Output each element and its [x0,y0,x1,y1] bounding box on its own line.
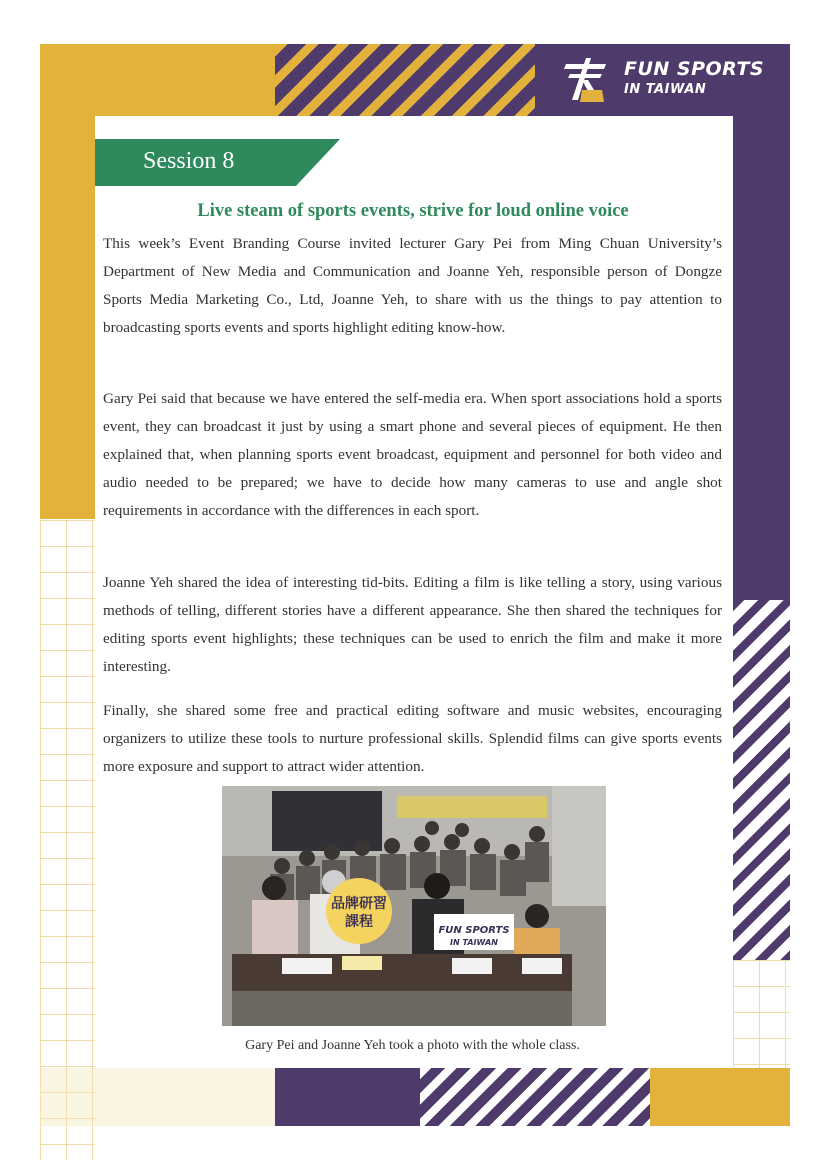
board-line1: FUN SPORTS [438,925,510,936]
article-title: Live steam of sports events, strive for loud online voice [197,201,629,221]
class-group-photo [222,786,606,1026]
logo-title: FUN SPORTS [624,58,765,80]
sign-line1: 品牌研習 [331,896,387,912]
diagonal-stripes-bottom [420,1068,650,1126]
diagonal-stripes-top [275,44,535,116]
purple-side-band [733,44,790,624]
article-paragraph: Finally, she shared some free and practical editing software and music websites, encouraging organizers to utilize these tools to nurture professional skills. Splendid films can give sports events more exposure and support to attract wider attention. [103,702,722,775]
diagonal-stripes-right [733,600,790,960]
board-line2: IN TAIWAN [450,938,498,947]
article-paragraph: Gary Pei said that because we have entered the self-media era. When sport associations hold a sports event, they can broadcast it just by using a smart phone and several pieces of equipment. He then explained that, when planning sports event broadcast, equipment and personnel for both video and audio needed to be prepared; we have to decide how many cameras to use and angle shot requirements in accordance with the differences in each sport. [103,390,722,519]
grid-pattern-left [40,520,95,1160]
runner-logo-icon [560,56,612,104]
pale-gold-footer-panel [40,1068,275,1126]
grid-pattern-right [733,960,790,1070]
article-paragraph: This week’s Event Branding Course invited lecturer Gary Pei from Ming Chuan University’s Department of New Media and Communication and Joanne Yeh, responsible person of Dongze Sports Media Marketing Co., Ltd, Joanne Yeh, to share with us the things to pay attention to broadcasting sports events and sports highlight editing know-how. [103,235,722,336]
fun-sports-logo [560,52,780,108]
article-paragraph: Joanne Yeh shared the idea of interesting tid-bits. Editing a film is like telling a story, using various methods of telling, different stories have a different appearance. She then shared the techniques for editing sports event highlights; these techniques can be used to enrich the film and make it more interesting. [103,574,722,675]
sign-line2: 課程 [345,914,373,930]
session-label: Session 8 [143,148,235,174]
photo-caption: Gary Pei and Joanne Yeh took a photo with the whole class. [245,1038,580,1053]
logo-subtitle: IN TAIWAN [624,82,707,97]
group-photo-illustration [222,786,606,1026]
